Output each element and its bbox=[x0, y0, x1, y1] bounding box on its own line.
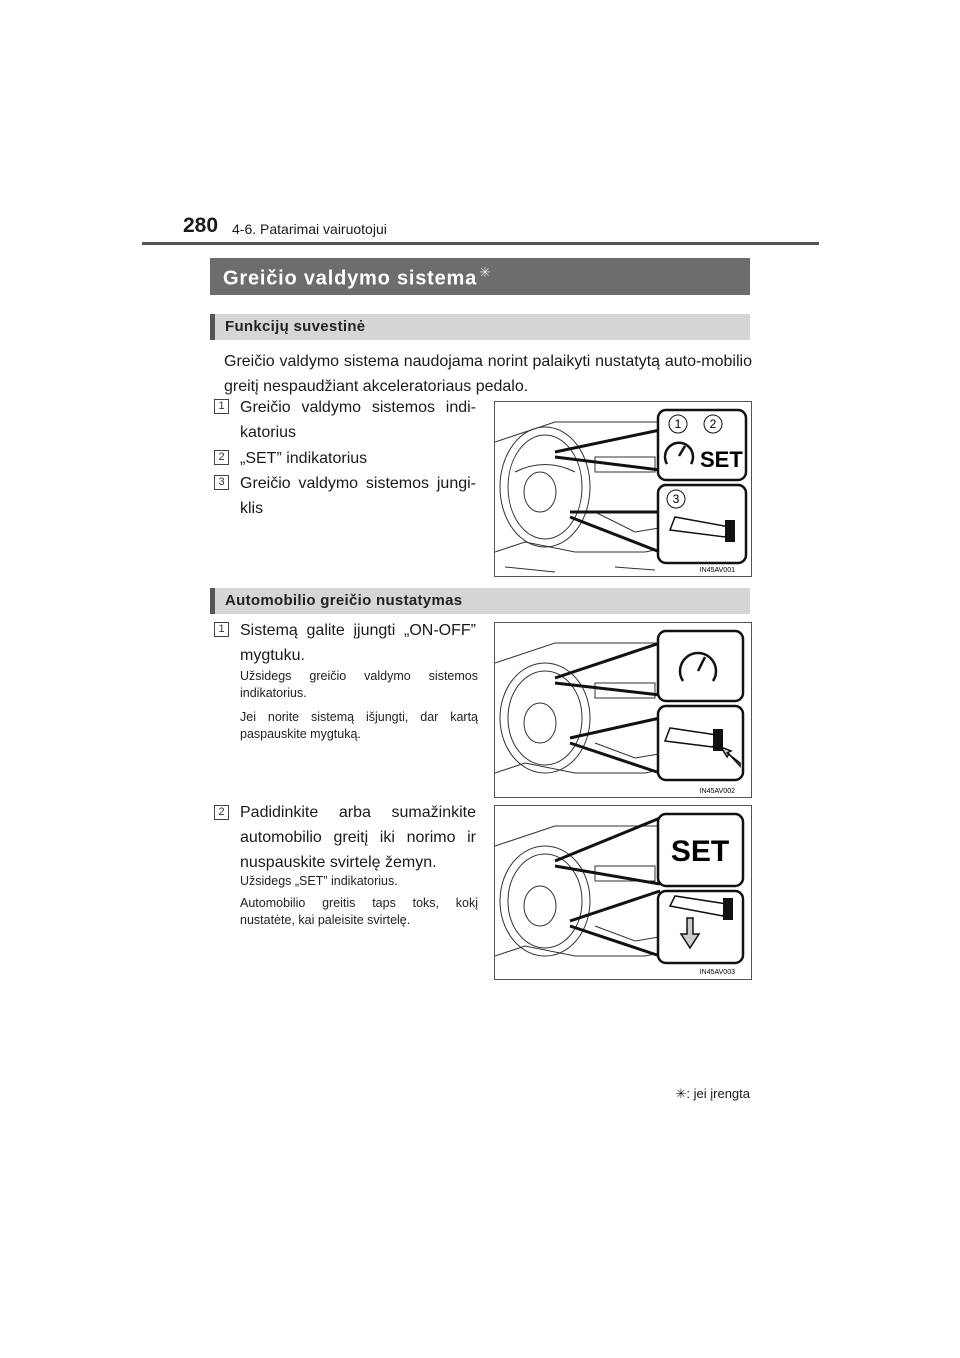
step-1-note-1: Užsidegs greičio valdymo sistemos indikatorius. bbox=[240, 669, 478, 700]
figure-code: IN45AV003 bbox=[699, 969, 735, 976]
step-1-note-2: Jei norite sistemą išjungti, dar kartą paspauskite mygtuką. bbox=[240, 710, 478, 741]
item-text-2: „SET” indikatorius bbox=[240, 450, 368, 467]
item-number-3: 3 bbox=[214, 475, 229, 490]
asterisk-icon: ✳ bbox=[479, 264, 492, 280]
figure-cruise-overview bbox=[494, 401, 752, 577]
figure-code: IN45AV002 bbox=[699, 788, 735, 795]
asterisk-icon: ✳ bbox=[675, 1086, 687, 1101]
item-text-1: Greičio valdymo sistemos indi-katorius bbox=[240, 399, 476, 441]
setting-heading-bar bbox=[210, 588, 750, 614]
setting-heading: Automobilio greičio nustatymas bbox=[225, 592, 463, 609]
summary-heading: Funkcijų suvestinė bbox=[225, 318, 366, 335]
page-number: 280 bbox=[183, 214, 219, 237]
figure-code: IN45AV001 bbox=[699, 567, 735, 574]
set-indicator-label: SET bbox=[670, 835, 730, 868]
item-text-3: Greičio valdymo sistemos jungi-klis bbox=[240, 475, 476, 517]
summary-heading-bar bbox=[210, 314, 750, 340]
callout-2: 2 bbox=[709, 417, 717, 431]
step-text-1: Sistemą galite įjungti „ON-OFF” mygtuku. bbox=[240, 622, 476, 664]
step-text-2: Padidinkite arba sumažinkite automobilio greitį iki norimo ir nuspauskite svirtelę žemyn. bbox=[240, 804, 476, 871]
item-number-2: 2 bbox=[214, 450, 229, 465]
dashboard-illustration bbox=[495, 623, 751, 797]
chapter-title-bar bbox=[210, 258, 750, 295]
chapter-title: Greičio valdymo sistema ✳ bbox=[223, 264, 492, 290]
callout-1: 1 bbox=[674, 417, 682, 431]
figure-cruise-on bbox=[494, 622, 752, 798]
step-number-2: 2 bbox=[214, 805, 229, 820]
header-divider bbox=[142, 242, 819, 245]
dashboard-illustration bbox=[495, 806, 751, 979]
item-number-1: 1 bbox=[214, 399, 229, 414]
summary-intro: Greičio valdymo sistema naudojama norint palaikyti nustatytą auto-mobilio greitį nespaudžiant akceleratoriaus pedalo. bbox=[224, 353, 752, 395]
footnote-text: : jei įrengta bbox=[686, 1086, 750, 1101]
step-number-1: 1 bbox=[214, 622, 229, 637]
footnote bbox=[600, 1086, 750, 1102]
step-2-note-1: Užsidegs „SET” indikatorius. bbox=[240, 874, 398, 888]
dashboard-illustration bbox=[495, 402, 751, 576]
figure-cruise-set bbox=[494, 805, 752, 980]
set-indicator-label: SET bbox=[700, 447, 743, 472]
callout-3: 3 bbox=[672, 492, 680, 506]
step-2-note-2: Automobilio greitis taps toks, kokį nustatėte, kai paleisite svirtelę. bbox=[240, 896, 478, 927]
section-title: 4-6. Patarimai vairuotojui bbox=[232, 221, 387, 237]
